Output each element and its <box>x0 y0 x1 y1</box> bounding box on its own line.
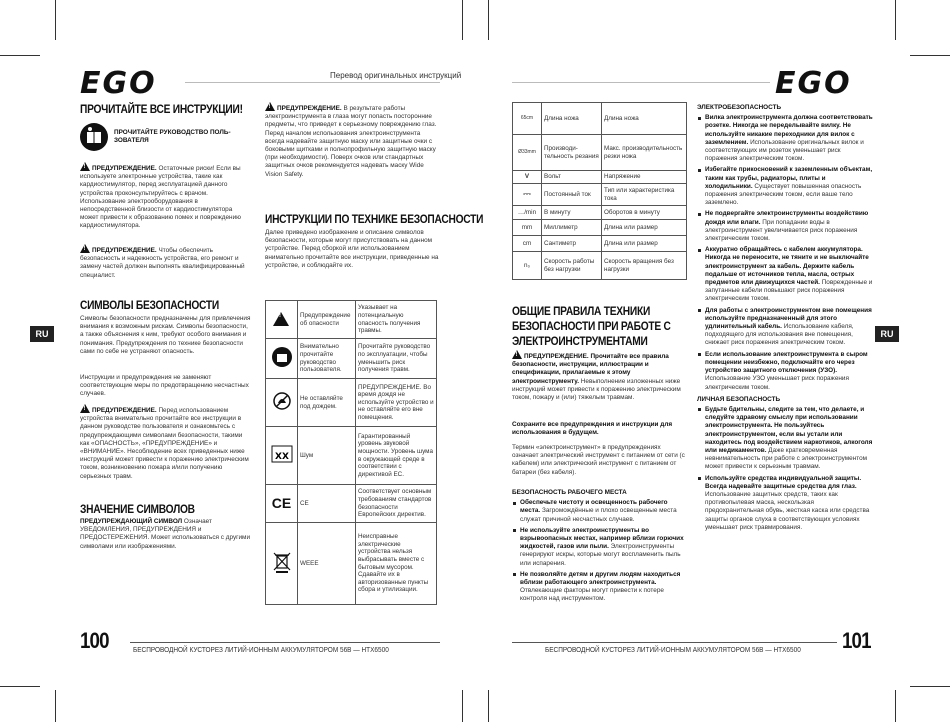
table-cell: Миллиметр <box>542 220 602 236</box>
page-number-right: 101 <box>842 628 871 653</box>
table-cell: Соответствует основным требованиям стандартов безопасности Европейских директив. <box>356 485 437 523</box>
header-translation-note: Перевод оригинальных инструкций <box>330 71 462 80</box>
no-load-speed-icon: n₀ <box>513 252 542 280</box>
table-cell: Скорость вращения без нагрузки <box>602 252 687 280</box>
table-row <box>266 339 437 379</box>
units-table <box>512 102 687 280</box>
crop-mark <box>895 0 896 40</box>
workplace-section <box>512 487 688 607</box>
table-cell: В минуту <box>542 206 602 220</box>
symbols-paragraph-1: Символы безопасности предназначены для привлечения внимания к возможным рискам. Символы безопасности, а также объяснения к ним, требуют особого внимания и понимания. Предупреждения по технике безопасности сами по себе не устраняют опасность. <box>80 315 251 355</box>
table-cell: Гарантированный уровень звуковой мощности. Уровень шума в окружающей среде в соответствии с директивой ЕС. <box>356 427 437 485</box>
table-cell: Макс. производительность резки ножа <box>602 135 687 171</box>
general-warning: !ПРЕДУПРЕЖДЕНИЕ. Прочитайте все правила безопасности, инструкции, иллюстрации и спецификации, прилагаемые к этому электроинструменту. Невыполнение изложенных ниже инструкций может привести к поражению электрическим током, пожару и (или) тяжелым травмам. <box>512 350 688 402</box>
table-row <box>513 206 687 220</box>
table-row <box>266 485 437 523</box>
table-cell: Постоянный ток <box>542 184 602 206</box>
warning-residual-risks: !ПРЕДУПРЕЖДЕНИЕ. Остаточные риски! Если вы используете электронные устройства, такие как кардиостимулятор, перед эксплуатацией данного устройства проконсультируйтесь с врачом. Использование электрооборудования в непосредственной близости от кардиостимулятора может привести к образованию помех и повреждению кардиостимулятора. <box>80 162 252 231</box>
table-cell: Указывает на потенциальную опасность получения травмы. <box>356 301 437 339</box>
symbol-meaning-text: ПРЕДУПРЕЖДАЮЩИЙ СИМВОЛ Означает УВЕДОМЛЕНИЯ, ПРЕДУПРЕЖДЕНИЯ и ПРЕДОСТЕРЕЖЕНИЯ. Может использоваться с другими символами или изображениями. <box>80 518 251 550</box>
table-cell: Не оставляйте под дождем. <box>298 379 356 427</box>
safety-instructions-text: Далее приведено изображение и описание символов безопасности, которые могут присутствовать на данном устройстве. Перед сборкой или использованием внимательно прочитайте все инструкции, приведенные на устройстве, и соблюдайте их. <box>265 229 439 269</box>
read-manual-icon <box>266 339 298 379</box>
heading-symbol-meaning: ЗНАЧЕНИЕ СИМВОЛОВ <box>80 502 195 516</box>
table-cell: Длина или размер <box>602 220 687 236</box>
warning-read-instructions: !ПРЕДУПРЕЖДЕНИЕ. Перед использованием устройства внимательно прочитайте все инструкции в данном руководстве пользователя и ознакомьтесь с предупреждающими символами безопасности, такими как «ОПАСНОСТЬ», «ПРЕДУПРЕЖДЕНИЕ» и «ВНИМАНИЕ». Несоблюдение всех приведенных ниже инструкций может привести к поражению электрическим током, возникновению пожара и/или получению серьезных травм. <box>80 404 252 481</box>
read-manual-block <box>80 123 250 153</box>
language-tab-right: RU <box>875 326 899 342</box>
cutting-capacity-icon: Ø33mm <box>513 135 542 171</box>
svg-text:XX: XX <box>274 452 289 463</box>
crop-mark <box>488 0 489 40</box>
crop-mark <box>0 686 40 687</box>
page-number-left: 100 <box>80 628 109 653</box>
safety-symbols-table <box>265 300 437 605</box>
footer-title-left: БЕСПРОВОДНОЙ КУСТОРЕЗ ЛИТИЙ-ИОННЫМ АККУМУЛЯТОРОМ 56В — HTX6500 <box>133 645 389 654</box>
warning-icon <box>80 244 90 253</box>
read-manual-label: ПРОЧИТАЙТЕ РУКОВОДСТВО ПОЛЬ-ЗОВАТЕЛЯ <box>114 129 231 145</box>
list-item: Обеспечьте чистоту и освещенность рабочего места. Загромождённые и плохо освещенные места служат причиной несчастных случаев. <box>512 499 688 524</box>
crop-mark <box>462 690 463 722</box>
table-row <box>513 135 687 171</box>
crop-mark <box>488 690 489 722</box>
table-row <box>513 184 687 206</box>
table-cell: Производи-тельность резания <box>542 135 602 171</box>
millimeter-icon: mm <box>513 220 542 236</box>
list-item: Если использование электроинструмента в сыром помещении неизбежно, подключайте его через устройство защитного отключения (УЗО). Использование УЗО уменьшает риск поражения электрическим током. <box>697 351 873 392</box>
symbols-paragraph-2: Инструкции и предупреждения не заменяют соответствующие меры по предотвращению несчастных случаев. <box>80 374 249 398</box>
table-cell: Внимательно прочитайте руководство пользователя. <box>298 339 356 379</box>
save-instructions: Сохраните все предупреждения и инструкции для использования в будущем. <box>512 421 673 437</box>
warning-repair: !ПРЕДУПРЕЖДЕНИЕ. Чтобы обеспечить безопасность и надежность устройства, его ремонт и замену частей должен выполнять квалифицированный специалист. <box>80 244 252 280</box>
per-minute-icon: …/min <box>513 206 542 220</box>
brand-logo: EGO <box>80 66 157 101</box>
heading-safety-instructions: ИНСТРУКЦИИ ПО ТЕХНИКЕ БЕЗОПАСНОСТИ <box>265 212 484 226</box>
table-row <box>266 379 437 427</box>
list-item: Избегайте прикосновений к заземленным объектам, таким как трубы, радиаторы, плиты и холодильники. Существует повышенная опасность поражения электрическим током, если ваше тело заземлено. <box>697 166 873 207</box>
heading-personal-safety: ЛИЧНАЯ БЕЗОПАСНОСТЬ <box>697 395 781 403</box>
workplace-list <box>512 499 688 603</box>
table-row <box>513 236 687 252</box>
table-row <box>266 523 437 605</box>
header-rule <box>512 82 770 83</box>
table-cell: Длина ножа <box>542 103 602 135</box>
table-cell: Шум <box>298 427 356 485</box>
crop-mark <box>895 690 896 722</box>
table-cell: Предупреждение об опасности <box>298 301 356 339</box>
heading-general-rules: ОБЩИЕ ПРАВИЛА ТЕХНИКИ БЕЗОПАСНОСТИ ПРИ РАБОТЕ С ЭЛЕКТРОИНСТРУМЕНТАМИ <box>512 304 671 348</box>
heading-electrical-safety: ЭЛЕКТРОБЕЗОПАСНОСТЬ <box>697 104 782 111</box>
blade-length-icon: 65cm <box>513 103 542 135</box>
table-cell: Скорость работы без нагрузки <box>542 252 602 280</box>
table-cell: Тип или характеристика тока <box>602 184 687 206</box>
table-cell: Вольт <box>542 171 602 184</box>
language-tab-left: RU <box>30 326 54 342</box>
electric-list <box>697 114 873 392</box>
term-definition: Термин «электроинструмент» в предупреждениях означает электрический инструмент с питанием от сети (с кабелем) или электрический инструмент с питанием от батареи (без кабеля). <box>512 444 685 476</box>
warning-icon <box>512 350 522 359</box>
heading-workplace-safety: БЕЗОПАСНОСТЬ РАБОЧЕГО МЕСТА <box>512 489 627 496</box>
list-item: Вилка электроинструмента должна соответствовать розетке. Никогда не переделывайте вилку. Не используйте никакие переходники для вилок с заземлением. Использование оригинальных вилок и соответствующих им розеток уменьшает риск поражения электрическим током. <box>697 114 873 163</box>
table-cell: Неисправные электрические устройства нельзя выбрасывать вместе с бытовым мусором. Сдавайте их в авторизованные пункты сбора и утилизации. <box>356 523 437 605</box>
read-manual-icon <box>80 123 108 151</box>
table-row <box>513 252 687 280</box>
crop-mark <box>462 0 463 40</box>
heading-safety-symbols: СИМВОЛЫ БЕЗОПАСНОСТИ <box>80 298 219 312</box>
noise-level-icon <box>266 427 298 485</box>
brand-logo: EGO <box>775 66 852 101</box>
footer-title-right: БЕСПРОВОДНОЙ КУСТОРЕЗ ЛИТИЙ-ИОННЫМ АККУМУЛЯТОРОМ 56В — HTX6500 <box>545 645 801 654</box>
table-cell: Длина ножа <box>602 103 687 135</box>
footer-rule <box>512 642 837 643</box>
footer-rule <box>130 642 440 643</box>
warning-icon <box>80 162 90 171</box>
table-cell: Оборотов в минуту <box>602 206 687 220</box>
weee-bin-icon <box>266 523 298 605</box>
list-item: Будьте бдительны, следите за тем, что делаете, и следуйте здравому смыслу при использовании электроинструмента. Не пользуйтесь электроинструментом, если вы устали или находитесь под воздействием наркотиков, алкоголя или медикаментов. Даже кратковременная невнимательность при работе с электроинструментом может привести к серьезным травмам. <box>697 406 873 472</box>
ce-mark-icon: CE <box>266 485 298 523</box>
table-row <box>513 220 687 236</box>
table-cell: Прочитайте руководство по эксплуатации, чтобы уменьшить риск получения травм. <box>356 339 437 379</box>
list-item: Не позволяйте детям и другим людям находиться вблизи работающего электроинструмента. Отвлекающие факторы могут привести к потере контроля над инструментом. <box>512 571 688 604</box>
table-row <box>513 171 687 184</box>
dc-current-icon: ⎓ <box>513 184 542 206</box>
warning-triangle-icon <box>266 301 298 339</box>
volt-icon: V <box>513 171 542 184</box>
table-cell: ПРЕДУПРЕЖДЕНИЕ. Во время дождя не используйте устройство и не оставляйте его вне помещения. <box>356 379 437 427</box>
table-cell: WEEE <box>298 523 356 605</box>
header-rule <box>185 82 440 83</box>
heading-read-all: ПРОЧИТАЙТЕ ВСЕ ИНСТРУКЦИИ! <box>80 102 243 116</box>
crop-mark <box>55 0 56 40</box>
crop-mark <box>910 686 950 687</box>
electric-section <box>697 102 873 535</box>
crop-mark <box>910 55 950 56</box>
warning-eye-protection: !ПРЕДУПРЕЖДЕНИЕ. В результате работы электроинструмента в глаза могут попасть посторонние предметы, что приведет к серьезному повреждению глаз. Перед началом использования электроинструмента всегда надевайте защитную маску или защитные очки с боковыми щитками и полнопрофильную защитную маску (при необходимости). Поверх очков или стандартных защитных очков рекомендуется надевать маску Wide Vision Safety. <box>265 102 440 179</box>
table-cell: Длина или размер <box>602 236 687 252</box>
list-item: Аккуратно обращайтесь с кабелем аккумулятора. Никогда не переносите, не тяните и не выключайте электроинструмент за кабель. Держите кабель подальше от источников тепла, масла, острых предметов или движущихся частей. Поврежденные и запутанные кабели повышают риск поражения электрическим током. <box>697 246 873 303</box>
table-row <box>266 427 437 485</box>
table-cell: Сантиметр <box>542 236 602 252</box>
centimeter-icon: cm <box>513 236 542 252</box>
warning-icon <box>80 404 90 413</box>
no-bystanders-icon <box>266 379 298 427</box>
crop-mark <box>0 55 40 56</box>
list-item: Не подвергайте электроинструменты воздействию дождя или влаги. При попадании воды в электроинструмент увеличивается риск поражения электрическим током. <box>697 210 873 243</box>
table-row <box>266 301 437 339</box>
table-cell: Напряжение <box>602 171 687 184</box>
table-row <box>513 103 687 135</box>
list-item: Не используйте электроинструменты во взрывоопасных местах, например вблизи горючих жидкостей, газов или пыли. Электроинструменты генерируют искры, которые могут воспламенить пыль или испарения. <box>512 527 688 568</box>
personal-list <box>697 406 873 532</box>
list-item: Для работы с электроинструментом вне помещения используйте предназначенный для этого удлинительный кабель. Использование кабеля, подходящего для использования вне помещения, снижает риск поражения электрическим током. <box>697 307 873 348</box>
list-item: Используйте средства индивидуальной защиты. Всегда надевайте защитные средства для глаз. Использование защитных средств, таких как противопылевая маска, нескользкая предохранительная обувь, жесткая каска или средства защиты органов слуха в соответствующих условиях уменьшает риск травмирования. <box>697 475 873 532</box>
table-cell: CE <box>298 485 356 523</box>
warning-icon <box>265 102 275 111</box>
crop-mark <box>55 690 56 722</box>
